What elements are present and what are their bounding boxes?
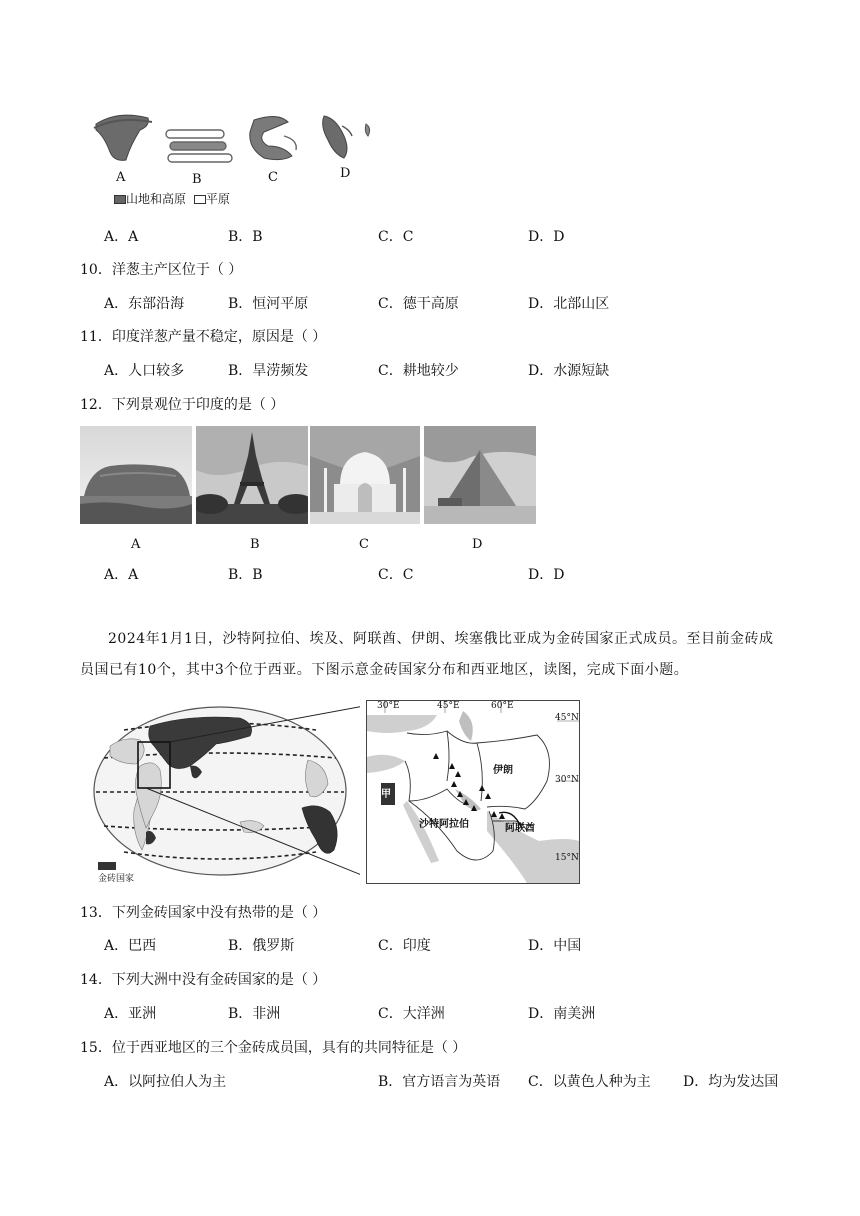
q12-option-d[interactable]: D．D xyxy=(528,567,565,583)
q12-option-b[interactable]: B．B xyxy=(228,567,263,583)
place-label-uae: 阿联酋 xyxy=(505,823,535,834)
legend-brics-swatch xyxy=(98,862,116,870)
legend-plain-label: 平原 xyxy=(205,192,230,206)
q9-option-a[interactable]: A．A xyxy=(104,229,139,245)
q12-stem: 12．下列景观位于印度的是（ ） xyxy=(80,397,285,413)
legend-mountain-label: 山地和高原 xyxy=(126,192,187,206)
landform-shape-d xyxy=(323,116,370,158)
q13-stem: 13．下列金砖国家中没有热带的是（ ） xyxy=(80,905,327,921)
landform-legend xyxy=(114,190,230,207)
lon-label-30e: 30°E xyxy=(377,701,400,711)
landform-shape-a xyxy=(94,115,152,160)
landform-label-a: A xyxy=(116,170,126,185)
q12-option-a[interactable]: A．A xyxy=(104,567,139,583)
landform-shape-b xyxy=(166,130,232,162)
q11-option-b[interactable]: B．旱涝频发 xyxy=(228,363,309,379)
q15-stem: 15．位于西亚地区的三个金砖成员国，具有的共同特征是（ ） xyxy=(80,1040,467,1056)
legend-mountain-swatch xyxy=(114,195,126,204)
west-asia-map xyxy=(366,700,580,884)
landscape-photo-c xyxy=(310,426,420,524)
landscape-label-b: B xyxy=(250,537,260,552)
lat-label-30n: 30°N xyxy=(555,775,579,785)
q13-option-a[interactable]: A．巴西 xyxy=(104,938,157,954)
q14-option-b[interactable]: B．非洲 xyxy=(228,1006,281,1022)
q13-option-d[interactable]: D．中国 xyxy=(528,938,582,954)
lon-label-60e: 60°E xyxy=(491,701,514,711)
place-label-iran: 伊朗 xyxy=(493,765,513,776)
q13-option-c[interactable]: C．印度 xyxy=(378,938,431,954)
landscape-photo-a xyxy=(80,426,192,524)
q10-stem: 10．洋葱主产区位于（ ） xyxy=(80,262,243,278)
lat-label-15n: 15°N xyxy=(555,853,579,863)
q9-option-c[interactable]: C．C xyxy=(378,229,414,245)
landscape-photo-d xyxy=(424,426,536,524)
q11-option-d[interactable]: D．水源短缺 xyxy=(528,363,610,379)
q11-option-a[interactable]: A．人口较多 xyxy=(104,363,185,379)
legend-brics-label: 金砖国家 xyxy=(98,874,135,884)
q14-option-c[interactable]: C．大洋洲 xyxy=(378,1006,445,1022)
q14-stem: 14．下列大洲中没有金砖国家的是（ ） xyxy=(80,972,327,988)
q15-option-c[interactable]: C．以黄色人种为主 xyxy=(528,1074,651,1090)
q14-option-d[interactable]: D．南美洲 xyxy=(528,1006,596,1022)
q9-option-d[interactable]: D．D xyxy=(528,229,565,245)
landform-label-b: B xyxy=(192,172,202,187)
lon-label-45e: 45°E xyxy=(437,701,460,711)
brics-world-map xyxy=(80,700,360,882)
q15-option-b[interactable]: B．官方语言为英语 xyxy=(378,1074,501,1090)
landform-figure xyxy=(88,106,388,206)
landscape-label-c: C xyxy=(359,537,369,552)
q10-option-a[interactable]: A．东部沿海 xyxy=(104,296,185,312)
lat-label-45n: 45°N xyxy=(555,713,579,723)
q10-option-d[interactable]: D．北部山区 xyxy=(528,296,610,312)
q15-option-d[interactable]: D．均为发达国 xyxy=(683,1074,779,1090)
landform-label-d: D xyxy=(340,166,351,181)
q14-option-a[interactable]: A．亚洲 xyxy=(104,1006,157,1022)
q11-option-c[interactable]: C．耕地较少 xyxy=(378,363,459,379)
landscape-photo-b xyxy=(196,426,308,524)
landform-label-c: C xyxy=(268,170,278,185)
landscape-label-d: D xyxy=(472,537,483,552)
landscape-label-a: A xyxy=(131,537,141,552)
place-label-jia: 甲 xyxy=(381,789,391,800)
q12-option-c[interactable]: C．C xyxy=(378,567,414,583)
legend-plain-swatch xyxy=(194,195,206,204)
q11-stem: 11．印度洋葱产量不稳定，原因是（ ） xyxy=(80,329,327,345)
q10-option-b[interactable]: B．恒河平原 xyxy=(228,296,309,312)
q10-option-c[interactable]: C．德干高原 xyxy=(378,296,459,312)
landform-shape-c xyxy=(250,116,296,159)
q15-option-a[interactable]: A．以阿拉伯人为主 xyxy=(104,1074,227,1090)
q9-option-b[interactable]: B．B xyxy=(228,229,263,245)
place-label-saudi: 沙特阿拉伯 xyxy=(419,819,469,830)
q13-option-b[interactable]: B．俄罗斯 xyxy=(228,938,295,954)
passage-text: 2024年1月1日，沙特阿拉伯、埃及、阿联酋、伊朗、埃塞俄比亚成为金砖国家正式成员。至目前金砖成员国已有10个，其中3个位于西亚。下图示意金砖国家分布和西亚地区，读图，完成下面小题。 xyxy=(80,631,774,678)
